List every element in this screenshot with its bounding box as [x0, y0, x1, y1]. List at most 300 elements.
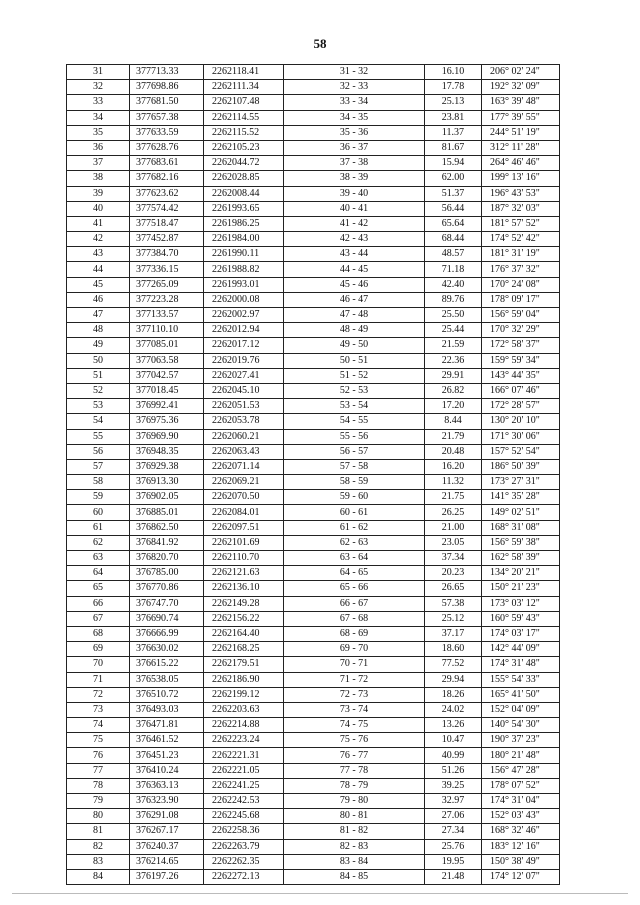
point-number-cell: 61: [67, 520, 130, 535]
table-row: [67, 110, 560, 125]
length-cell: 16.20: [425, 459, 482, 474]
x-coordinate-cell: 376862.50: [130, 520, 204, 535]
x-coordinate-cell: 376410.24: [130, 763, 204, 778]
x-coordinate-cell: 376885.01: [130, 505, 204, 520]
x-coordinate-cell: 377518.47: [130, 216, 204, 231]
y-coordinate-cell: 2262107.48: [204, 95, 284, 110]
table-row: [67, 809, 560, 824]
x-coordinate-cell: 377063.58: [130, 353, 204, 368]
point-number-cell: 33: [67, 95, 130, 110]
bearing-cell: 170° 24' 08": [482, 277, 560, 292]
table-row: [67, 429, 560, 444]
length-cell: 65.64: [425, 216, 482, 231]
point-number-cell: 43: [67, 247, 130, 262]
bearing-cell: 174° 52' 42": [482, 232, 560, 247]
segment-cell: 37 - 38: [284, 156, 425, 171]
point-number-cell: 84: [67, 869, 130, 884]
bearing-cell: 156° 47' 28": [482, 763, 560, 778]
point-number-cell: 50: [67, 353, 130, 368]
y-coordinate-cell: 2262060.21: [204, 429, 284, 444]
x-coordinate-cell: 377223.28: [130, 292, 204, 307]
x-coordinate-cell: 377384.70: [130, 247, 204, 262]
point-number-cell: 54: [67, 414, 130, 429]
table-row: [67, 459, 560, 474]
length-cell: 15.94: [425, 156, 482, 171]
y-coordinate-cell: 2261986.25: [204, 216, 284, 231]
length-cell: 25.13: [425, 95, 482, 110]
table-row: [67, 353, 560, 368]
segment-cell: 42 - 43: [284, 232, 425, 247]
y-coordinate-cell: 2261984.00: [204, 232, 284, 247]
point-number-cell: 55: [67, 429, 130, 444]
length-cell: 11.37: [425, 125, 482, 140]
bearing-cell: 168° 32' 46": [482, 824, 560, 839]
point-number-cell: 41: [67, 216, 130, 231]
segment-cell: 75 - 76: [284, 733, 425, 748]
x-coordinate-cell: 377628.76: [130, 140, 204, 155]
bearing-cell: 142° 44' 09": [482, 642, 560, 657]
point-number-cell: 53: [67, 399, 130, 414]
y-coordinate-cell: 2262017.12: [204, 338, 284, 353]
length-cell: 62.00: [425, 171, 482, 186]
x-coordinate-cell: 377683.61: [130, 156, 204, 171]
point-number-cell: 78: [67, 778, 130, 793]
point-number-cell: 83: [67, 854, 130, 869]
point-number-cell: 59: [67, 490, 130, 505]
point-number-cell: 70: [67, 657, 130, 672]
bearing-cell: 180° 21' 48": [482, 748, 560, 763]
point-number-cell: 80: [67, 809, 130, 824]
x-coordinate-cell: 377633.59: [130, 125, 204, 140]
x-coordinate-cell: 376902.05: [130, 490, 204, 505]
table-row: [67, 535, 560, 550]
x-coordinate-cell: 377133.57: [130, 308, 204, 323]
x-coordinate-cell: 377336.15: [130, 262, 204, 277]
segment-cell: 34 - 35: [284, 110, 425, 125]
y-coordinate-cell: 2262101.69: [204, 535, 284, 550]
bearing-cell: 174° 03' 17": [482, 626, 560, 641]
table-row: [67, 186, 560, 201]
point-number-cell: 75: [67, 733, 130, 748]
point-number-cell: 49: [67, 338, 130, 353]
point-number-cell: 67: [67, 611, 130, 626]
segment-cell: 62 - 63: [284, 535, 425, 550]
table-row: [67, 171, 560, 186]
point-number-cell: 47: [67, 308, 130, 323]
table-row: [67, 414, 560, 429]
y-coordinate-cell: 2262097.51: [204, 520, 284, 535]
y-coordinate-cell: 2262069.21: [204, 475, 284, 490]
length-cell: 71.18: [425, 262, 482, 277]
table-row: [67, 642, 560, 657]
x-coordinate-cell: 376240.37: [130, 839, 204, 854]
length-cell: 16.10: [425, 65, 482, 80]
bearing-cell: 178° 09' 17": [482, 292, 560, 307]
segment-cell: 65 - 66: [284, 581, 425, 596]
segment-cell: 70 - 71: [284, 657, 425, 672]
table-row: [67, 247, 560, 262]
y-coordinate-cell: 2262241.25: [204, 778, 284, 793]
y-coordinate-cell: 2262002.97: [204, 308, 284, 323]
y-coordinate-cell: 2262008.44: [204, 186, 284, 201]
bearing-cell: 187° 32' 03": [482, 201, 560, 216]
y-coordinate-cell: 2262199.12: [204, 687, 284, 702]
segment-cell: 50 - 51: [284, 353, 425, 368]
y-coordinate-cell: 2262045.10: [204, 383, 284, 398]
point-number-cell: 51: [67, 368, 130, 383]
table-row: [67, 383, 560, 398]
point-number-cell: 52: [67, 383, 130, 398]
bearing-cell: 181° 57' 52": [482, 216, 560, 231]
segment-cell: 80 - 81: [284, 809, 425, 824]
x-coordinate-cell: 376323.90: [130, 794, 204, 809]
x-coordinate-cell: 377574.42: [130, 201, 204, 216]
bearing-cell: 173° 27' 31": [482, 475, 560, 490]
length-cell: 23.05: [425, 535, 482, 550]
table-row: [67, 778, 560, 793]
y-coordinate-cell: 2262053.78: [204, 414, 284, 429]
x-coordinate-cell: 376747.70: [130, 596, 204, 611]
table-row: [67, 581, 560, 596]
page-number: 58: [313, 36, 327, 51]
point-number-cell: 48: [67, 323, 130, 338]
table-row: [67, 399, 560, 414]
table-row: [67, 596, 560, 611]
length-cell: 21.75: [425, 490, 482, 505]
segment-cell: 58 - 59: [284, 475, 425, 490]
segment-cell: 40 - 41: [284, 201, 425, 216]
segment-cell: 63 - 64: [284, 551, 425, 566]
point-number-cell: 82: [67, 839, 130, 854]
length-cell: 56.44: [425, 201, 482, 216]
y-coordinate-cell: 2262114.55: [204, 110, 284, 125]
length-cell: 57.38: [425, 596, 482, 611]
bearing-cell: 172° 28' 57": [482, 399, 560, 414]
point-number-cell: 42: [67, 232, 130, 247]
y-coordinate-cell: 2262258.36: [204, 824, 284, 839]
table-row: [67, 794, 560, 809]
segment-cell: 38 - 39: [284, 171, 425, 186]
segment-cell: 81 - 82: [284, 824, 425, 839]
bearing-cell: 312° 11' 28": [482, 140, 560, 155]
length-cell: 21.79: [425, 429, 482, 444]
table-row: [67, 566, 560, 581]
y-coordinate-cell: 2262121.63: [204, 566, 284, 581]
y-coordinate-cell: 2262027.41: [204, 368, 284, 383]
table-row: [67, 125, 560, 140]
segment-cell: 56 - 57: [284, 444, 425, 459]
length-cell: 26.82: [425, 383, 482, 398]
length-cell: 25.76: [425, 839, 482, 854]
table-row: [67, 338, 560, 353]
bearing-cell: 141° 35' 28": [482, 490, 560, 505]
y-coordinate-cell: 2262019.76: [204, 353, 284, 368]
segment-cell: 78 - 79: [284, 778, 425, 793]
table-row: [67, 368, 560, 383]
y-coordinate-cell: 2262012.94: [204, 323, 284, 338]
bearing-cell: 155° 54' 33": [482, 672, 560, 687]
segment-cell: 55 - 56: [284, 429, 425, 444]
bearing-cell: 170° 32' 29": [482, 323, 560, 338]
x-coordinate-cell: 377265.09: [130, 277, 204, 292]
x-coordinate-cell: 376493.03: [130, 702, 204, 717]
segment-cell: 39 - 40: [284, 186, 425, 201]
point-number-cell: 46: [67, 292, 130, 307]
table-row: [67, 505, 560, 520]
bearing-cell: 166° 07' 46": [482, 383, 560, 398]
x-coordinate-cell: 376785.00: [130, 566, 204, 581]
table-row: [67, 156, 560, 171]
length-cell: 37.34: [425, 551, 482, 566]
point-number-cell: 44: [67, 262, 130, 277]
length-cell: 10.47: [425, 733, 482, 748]
bearing-cell: 156° 59' 38": [482, 535, 560, 550]
segment-cell: 83 - 84: [284, 854, 425, 869]
table-row: [67, 824, 560, 839]
y-coordinate-cell: 2262118.41: [204, 65, 284, 80]
x-coordinate-cell: 377713.33: [130, 65, 204, 80]
x-coordinate-cell: 377452.87: [130, 232, 204, 247]
x-coordinate-cell: 376471.81: [130, 718, 204, 733]
bearing-cell: 143° 44' 35": [482, 368, 560, 383]
bearing-cell: 181° 31' 19": [482, 247, 560, 262]
x-coordinate-cell: 377085.01: [130, 338, 204, 353]
x-coordinate-cell: 376451.23: [130, 748, 204, 763]
length-cell: 32.97: [425, 794, 482, 809]
point-number-cell: 36: [67, 140, 130, 155]
segment-cell: 47 - 48: [284, 308, 425, 323]
length-cell: 17.20: [425, 399, 482, 414]
x-coordinate-cell: 377681.50: [130, 95, 204, 110]
bearing-cell: 156° 59' 04": [482, 308, 560, 323]
bearing-cell: 206° 02' 24": [482, 65, 560, 80]
table-row: [67, 657, 560, 672]
coordinates-table-wrapper: [66, 64, 560, 885]
bearing-cell: 168° 31' 08": [482, 520, 560, 535]
length-cell: 24.02: [425, 702, 482, 717]
segment-cell: 32 - 33: [284, 80, 425, 95]
x-coordinate-cell: 376510.72: [130, 687, 204, 702]
bearing-cell: 149° 02' 51": [482, 505, 560, 520]
y-coordinate-cell: 2262111.34: [204, 80, 284, 95]
point-number-cell: 60: [67, 505, 130, 520]
y-coordinate-cell: 2261993.65: [204, 201, 284, 216]
x-coordinate-cell: 376929.38: [130, 459, 204, 474]
y-coordinate-cell: 2262272.13: [204, 869, 284, 884]
x-coordinate-cell: 377110.10: [130, 323, 204, 338]
y-coordinate-cell: 2261993.01: [204, 277, 284, 292]
y-coordinate-cell: 2262110.70: [204, 551, 284, 566]
bearing-cell: 196° 43' 53": [482, 186, 560, 201]
segment-cell: 76 - 77: [284, 748, 425, 763]
length-cell: 29.94: [425, 672, 482, 687]
length-cell: 23.81: [425, 110, 482, 125]
length-cell: 21.48: [425, 869, 482, 884]
x-coordinate-cell: 376666.99: [130, 626, 204, 641]
table-row: [67, 140, 560, 155]
point-number-cell: 74: [67, 718, 130, 733]
length-cell: 37.17: [425, 626, 482, 641]
x-coordinate-cell: 376630.02: [130, 642, 204, 657]
x-coordinate-cell: 376363.13: [130, 778, 204, 793]
y-coordinate-cell: 2262186.90: [204, 672, 284, 687]
segment-cell: 71 - 72: [284, 672, 425, 687]
bearing-cell: 183° 12' 16": [482, 839, 560, 854]
table-row: [67, 475, 560, 490]
point-number-cell: 77: [67, 763, 130, 778]
length-cell: 40.99: [425, 748, 482, 763]
bearing-cell: 244° 51' 19": [482, 125, 560, 140]
point-number-cell: 79: [67, 794, 130, 809]
length-cell: 20.23: [425, 566, 482, 581]
bearing-cell: 152° 03' 43": [482, 809, 560, 824]
y-coordinate-cell: 2262263.79: [204, 839, 284, 854]
x-coordinate-cell: 377623.62: [130, 186, 204, 201]
bearing-cell: 134° 20' 21": [482, 566, 560, 581]
y-coordinate-cell: 2262105.23: [204, 140, 284, 155]
length-cell: 25.50: [425, 308, 482, 323]
y-coordinate-cell: 2262051.53: [204, 399, 284, 414]
table-row: [67, 201, 560, 216]
y-coordinate-cell: 2262084.01: [204, 505, 284, 520]
length-cell: 20.48: [425, 444, 482, 459]
table-row: [67, 733, 560, 748]
length-cell: 19.95: [425, 854, 482, 869]
bearing-cell: 157° 52' 54": [482, 444, 560, 459]
table-row: [67, 80, 560, 95]
table-row: [67, 763, 560, 778]
segment-cell: 43 - 44: [284, 247, 425, 262]
y-coordinate-cell: 2262156.22: [204, 611, 284, 626]
segment-cell: 79 - 80: [284, 794, 425, 809]
bearing-cell: 264° 46' 46": [482, 156, 560, 171]
point-number-cell: 62: [67, 535, 130, 550]
x-coordinate-cell: 377698.86: [130, 80, 204, 95]
x-coordinate-cell: 376214.65: [130, 854, 204, 869]
bearing-cell: 172° 58' 37": [482, 338, 560, 353]
y-coordinate-cell: 2262000.08: [204, 292, 284, 307]
table-row: [67, 490, 560, 505]
x-coordinate-cell: 376197.26: [130, 869, 204, 884]
y-coordinate-cell: 2262063.43: [204, 444, 284, 459]
x-coordinate-cell: 376975.36: [130, 414, 204, 429]
table-row: [67, 444, 560, 459]
y-coordinate-cell: 2262168.25: [204, 642, 284, 657]
segment-cell: 57 - 58: [284, 459, 425, 474]
y-coordinate-cell: 2262245.68: [204, 809, 284, 824]
x-coordinate-cell: 376461.52: [130, 733, 204, 748]
point-number-cell: 32: [67, 80, 130, 95]
point-number-cell: 34: [67, 110, 130, 125]
segment-cell: 53 - 54: [284, 399, 425, 414]
table-row: [67, 702, 560, 717]
segment-cell: 59 - 60: [284, 490, 425, 505]
length-cell: 77.52: [425, 657, 482, 672]
y-coordinate-cell: 2262028.85: [204, 171, 284, 186]
y-coordinate-cell: 2262136.10: [204, 581, 284, 596]
segment-cell: 68 - 69: [284, 626, 425, 641]
point-number-cell: 40: [67, 201, 130, 216]
point-number-cell: 81: [67, 824, 130, 839]
x-coordinate-cell: 376841.92: [130, 535, 204, 550]
segment-cell: 51 - 52: [284, 368, 425, 383]
y-coordinate-cell: 2262115.52: [204, 125, 284, 140]
y-coordinate-cell: 2262214.88: [204, 718, 284, 733]
bearing-cell: 174° 12' 07": [482, 869, 560, 884]
length-cell: 26.65: [425, 581, 482, 596]
x-coordinate-cell: 376267.17: [130, 824, 204, 839]
y-coordinate-cell: 2262221.31: [204, 748, 284, 763]
segment-cell: 48 - 49: [284, 323, 425, 338]
x-coordinate-cell: 376291.08: [130, 809, 204, 824]
bearing-cell: 150° 38' 49": [482, 854, 560, 869]
segment-cell: 33 - 34: [284, 95, 425, 110]
bearing-cell: 186° 50' 39": [482, 459, 560, 474]
length-cell: 21.59: [425, 338, 482, 353]
table-row: [67, 232, 560, 247]
length-cell: 26.25: [425, 505, 482, 520]
segment-cell: 60 - 61: [284, 505, 425, 520]
point-number-cell: 56: [67, 444, 130, 459]
x-coordinate-cell: 376913.30: [130, 475, 204, 490]
length-cell: 42.40: [425, 277, 482, 292]
segment-cell: 54 - 55: [284, 414, 425, 429]
length-cell: 48.57: [425, 247, 482, 262]
length-cell: 17.78: [425, 80, 482, 95]
x-coordinate-cell: 376538.05: [130, 672, 204, 687]
segment-cell: 66 - 67: [284, 596, 425, 611]
length-cell: 25.44: [425, 323, 482, 338]
bearing-cell: 173° 03' 12": [482, 596, 560, 611]
bearing-cell: 199° 13' 16": [482, 171, 560, 186]
table-row: [67, 308, 560, 323]
bearing-cell: 176° 37' 32": [482, 262, 560, 277]
segment-cell: 67 - 68: [284, 611, 425, 626]
table-row: [67, 95, 560, 110]
point-number-cell: 38: [67, 171, 130, 186]
y-coordinate-cell: 2262179.51: [204, 657, 284, 672]
table-row: [67, 65, 560, 80]
table-row: [67, 551, 560, 566]
point-number-cell: 68: [67, 626, 130, 641]
bearing-cell: 190° 37' 23": [482, 733, 560, 748]
y-coordinate-cell: 2261990.11: [204, 247, 284, 262]
length-cell: 51.26: [425, 763, 482, 778]
bearing-cell: 160° 59' 43": [482, 611, 560, 626]
table-row: [67, 262, 560, 277]
table-row: [67, 869, 560, 884]
table-row: [67, 718, 560, 733]
table-row: [67, 687, 560, 702]
segment-cell: 49 - 50: [284, 338, 425, 353]
x-coordinate-cell: 376992.41: [130, 399, 204, 414]
point-number-cell: 72: [67, 687, 130, 702]
length-cell: 27.34: [425, 824, 482, 839]
y-coordinate-cell: 2262164.40: [204, 626, 284, 641]
segment-cell: 44 - 45: [284, 262, 425, 277]
segment-cell: 52 - 53: [284, 383, 425, 398]
segment-cell: 74 - 75: [284, 718, 425, 733]
y-coordinate-cell: 2262071.14: [204, 459, 284, 474]
length-cell: 81.67: [425, 140, 482, 155]
segment-cell: 46 - 47: [284, 292, 425, 307]
table-row: [67, 672, 560, 687]
segment-cell: 73 - 74: [284, 702, 425, 717]
coordinates-table-body: [67, 65, 560, 885]
bearing-cell: 177° 39' 55": [482, 110, 560, 125]
x-coordinate-cell: 376969.90: [130, 429, 204, 444]
y-coordinate-cell: 2262044.72: [204, 156, 284, 171]
